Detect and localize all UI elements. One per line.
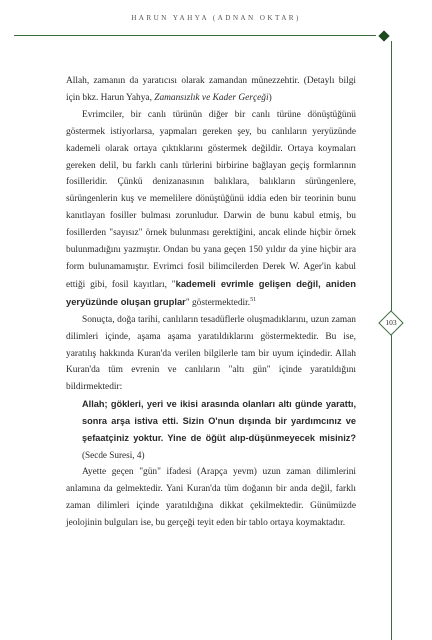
paragraph-3: Sonuçta, doğa tarihi, canlıların tesadüflerle oluşmadıklarını, uzun zaman dilimleri içinde, aşama aşama yaratıldıklarını göstermektedir. Bu ise, yaratılış hakkında Kuran'da verilen bilgilerle tam bir uyum içindedir. Allah Kuran'da tüm evrenin ve canlıların "altı gün" içinde yaratıldığını bildirmektedir: [66,314,356,393]
verse-quote [66,396,356,464]
book-title: Zamansızlık ve Kader Gerçeği [154,92,269,103]
paragraph-2-end: " göstermektedir. [185,297,251,308]
paragraph-1 [66,73,356,107]
running-header: HARUN YAHYA (ADNAN OKTAR) [131,14,301,22]
paragraph-2 [66,107,356,312]
corner-diamond-ornament [378,30,389,41]
margin-rule-upper [391,41,392,312]
page-number: 103 [385,318,397,327]
verse-text: Allah; gökleri, yeri ve ikisi arasında olanları altı günde yarattı, sonra arşa istiva etti. Sizin O'nun dışında bir yardımcınız ve şefaatçiniz yoktur. Yine de öğüt alıp-düşünmeyecek misiniz? [82,399,356,444]
page-body [66,73,356,531]
footnote-ref: 51 [250,296,257,303]
header-rule [14,35,376,36]
paragraph-2-text: Evrimciler, bir canlı türünün diğer bir canlı türüne dönüştüğünü göstermek istiyorlarsa, yapmaları gereken şey, bu canlıların yeryüzünde kademeli olarak ortaya çıktıklarını göstermek değildir. Ortaya koymaları gereken delil, bu farklı canlı türlerini birbirine bağlayan geçiş formlarının fosilleridir. Çünkü denizanasının balıklara, balıkların sürüngenlere, sürüngenlerin kuş ve memelilere dönüştüğünü iddia eden bir teorinin bunu kanıtlayan fosiller bulması zorunludur. Darwin de bunu kabul etmiş, bu fosillerden "sayısız" örnek bulunması gerektiğini, ancak elinde hiçbir örnek bulunmadığını yazmıştır. Ondan bu yana geçen 150 yıldır da yine hiçbir ara form bulunamamıştır. Evrimci fosil bilimcilerden Derek W. Ager'in kabul ettiği gibi, fosil kayıtları, " [66,109,356,290]
quoted-phrase: kademeli evrimle gelişen değil, aniden yeryüzünde oluşan gruplar [66,277,356,307]
margin-rule-lower [391,334,392,640]
paragraph-1-close: ) [268,92,272,103]
paragraph-1-text: Allah, zamanın da yaratıcısı olarak zamandan münezzehtir. (Detaylı bilgi için bkz. Harun Yahya, [66,76,356,103]
verse-source: (Secde Suresi, 4) [82,449,145,460]
paragraph-4: Ayette geçen "gün" ifadesi (Arapça yevm) uzun zaman dilimlerini anlamına da gelmektedir. Yani Kuran'da tüm doğanın bir anda değil, farklı zaman dilimleri içinde yaratıldığına dikkat çekilmektedir. Günümüzde jeolojinin bulguları ise, bu gerçeği teyit eden bir tablo ortaya koymaktadır. [66,466,356,528]
